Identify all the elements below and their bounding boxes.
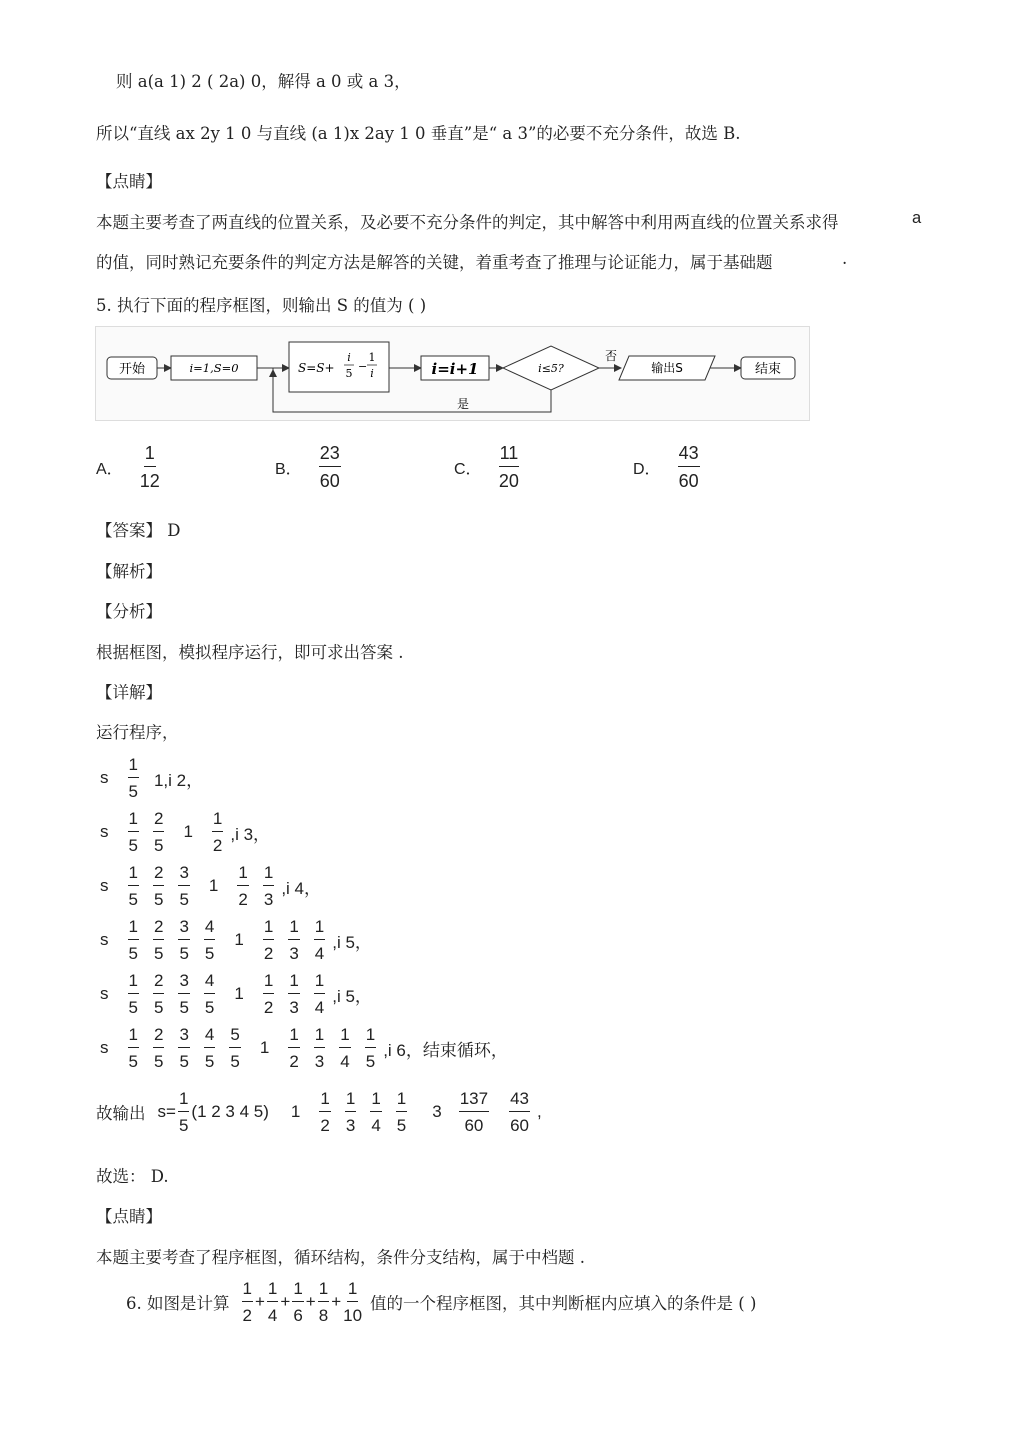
answer: 【答案】 D — [96, 521, 181, 540]
svg-text:结束: 结束 — [754, 362, 782, 377]
comment-var-a: a — [912, 209, 922, 227]
flowchart-label-no: 否 — [605, 349, 618, 363]
section-fenxi: 【分析】 — [96, 602, 162, 621]
flowchart-start — [107, 357, 157, 379]
svg-text:1: 1 — [368, 351, 376, 364]
svg-text:i=1,S=0: i=1,S=0 — [189, 361, 239, 375]
svg-text:i=i+1: i=i+1 — [431, 360, 479, 378]
choose-answer: 故选： D. — [96, 1167, 169, 1186]
fenxi-text: 根据框图，模拟程序运行，即可求出答案 . — [96, 643, 404, 662]
flowchart-init — [171, 356, 257, 380]
option-a[interactable] — [96, 444, 167, 490]
option-c-label: C． — [454, 460, 482, 478]
option-c-fraction: $\frac{11}{20}$ — [498, 443, 519, 491]
option-a-label: A． — [96, 460, 123, 478]
option-a-fraction: $\frac{1}{12}$ — [139, 443, 160, 491]
question-6: 6. 如图是计算 $\frac{1}{2}$ + $\frac{1}{4}$ + $\frac{1}{6}$ + $\frac{1}{8}$ + $\frac{1}{10}$ 值的一个程序框图，其中判断框内应填入的条件是 ( ) — [126, 1279, 757, 1325]
svg-text:i: i — [347, 351, 351, 364]
solution-line-2: 所以“直线 ax 2y 1 0 与直线 (a 1)x 2ay 1 0 垂直”是“ a 3”的必要不充分条件，故选 B. — [96, 124, 741, 143]
svg-text:5: 5 — [345, 367, 353, 380]
section-dianjing-1: 【点睛】 — [96, 172, 162, 191]
comment-2: 本题主要考查了程序框图，循环结构，条件分支结构，属于中档题 . — [96, 1248, 585, 1267]
iteration-row-2: s $\frac{1}{5}$ $\frac{2}{5}$ 1 $\frac{1}{2}$ ,i 3， — [100, 809, 271, 855]
section-jiexi: 【解析】 — [96, 562, 162, 581]
iteration-row-5: s $\frac{1}{5}$ $\frac{2}{5}$ $\frac{3}{5}$ $\frac{4}{5}$ 1 $\frac{1}{2}$ $\frac{1}{3}$ $\frac{1}{4}$ ,i 5， — [100, 971, 372, 1017]
option-b-label: B． — [275, 460, 302, 478]
section-dianjing-2: 【点睛】 — [96, 1207, 162, 1226]
svg-text:i≤5?: i≤5? — [538, 362, 564, 375]
svg-text:−: − — [358, 360, 368, 373]
iteration-row-4: s $\frac{1}{5}$ $\frac{2}{5}$ $\frac{3}{5}$ $\frac{4}{5}$ 1 $\frac{1}{2}$ $\frac{1}{3}$ $\frac{1}{4}$ ,i 5， — [100, 917, 372, 963]
solution-line-1: 则 a(a 1) 2 ( 2a) 0，解得 a 0 或 a 3， — [116, 72, 411, 91]
option-b[interactable] — [275, 444, 348, 490]
svg-text:i: i — [370, 367, 374, 380]
flowchart-output — [619, 356, 715, 380]
option-c[interactable] — [454, 444, 526, 490]
comment-line-1: 本题主要考查了两直线的位置关系，及必要不充分条件的判定，其中解答中利用两直线的位置关系求得 — [96, 213, 839, 232]
output-line: 故输出 s= $\frac{1}{5}$ (1 2 3 4 5) 1 $\frac{1}{2}$ $\frac{1}{3}$ $\frac{1}{4}$ $\frac{1}{5}$ 3 $\frac{137}{60}$ $\frac{43}{60}$ , — [96, 1089, 542, 1135]
option-d-label: D． — [633, 460, 661, 478]
flowchart-update-s — [289, 342, 389, 392]
svg-text:输出S: 输出S — [651, 361, 683, 375]
comment-line-2-end: . — [842, 249, 848, 268]
run-program: 运行程序， — [96, 723, 179, 742]
comment-line-2: 的值，同时熟记充要条件的判定方法是解答的关键，着重考查了推理与论证能力，属于基础题 — [96, 253, 773, 272]
iteration-row-3: s $\frac{1}{5}$ $\frac{2}{5}$ $\frac{3}{5}$ 1 $\frac{1}{2}$ $\frac{1}{3}$ ,i 4， — [100, 863, 321, 909]
option-b-fraction: $\frac{23}{60}$ — [319, 443, 340, 491]
svg-text:S=S+: S=S+ — [298, 361, 335, 375]
option-d-fraction: $\frac{43}{60}$ — [678, 443, 699, 491]
flowchart-update-i — [421, 356, 489, 380]
flowchart-end — [741, 357, 795, 379]
svg-text:开始: 开始 — [118, 362, 146, 377]
option-d[interactable] — [633, 444, 707, 490]
flowchart — [95, 326, 811, 422]
flowchart-label-yes: 是 — [457, 397, 470, 411]
section-xiangjie: 【详解】 — [96, 683, 162, 702]
question-5: 5. 执行下面的程序框图，则输出 S 的值为 ( ) — [96, 296, 427, 315]
iteration-row-1: s $\frac{1}{5}$ 1,i 2， — [100, 755, 204, 801]
iteration-row-6: s $\frac{1}{5}$ $\frac{2}{5}$ $\frac{3}{5}$ $\frac{4}{5}$ $\frac{5}{5}$ 1 $\frac{1}{2}$ $\frac{1}{3}$ $\frac{1}{4}$ $\frac{1}{5}$ ,i 6，结束循环， — [100, 1025, 508, 1071]
